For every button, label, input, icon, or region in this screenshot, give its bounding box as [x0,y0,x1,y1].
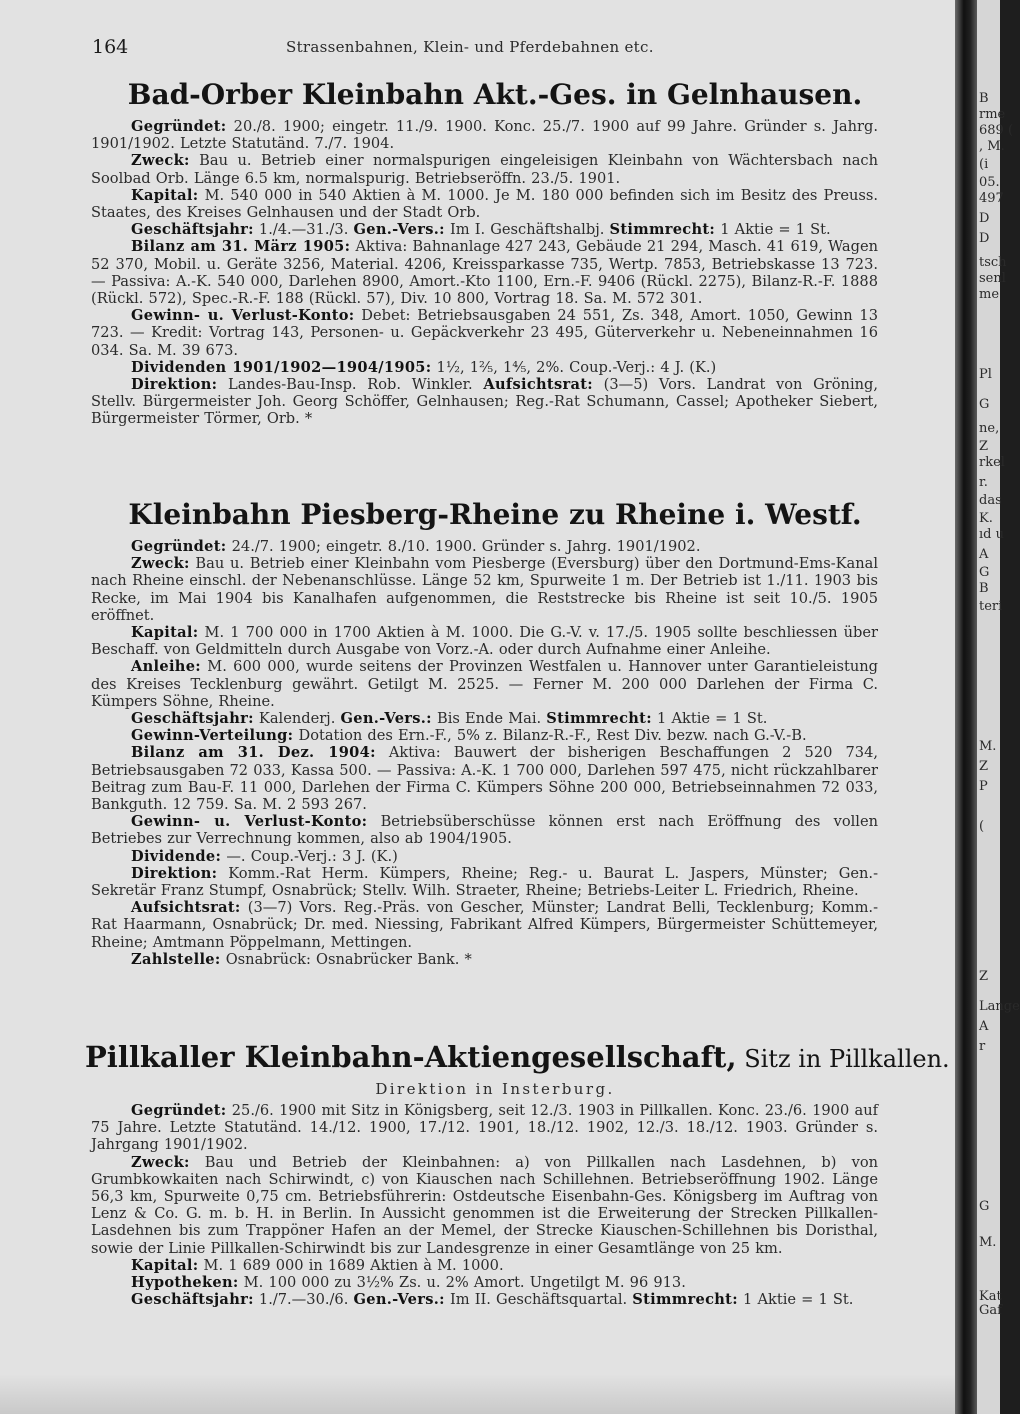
entry-kapital: Kapital: M. 540 000 in 540 Aktien à M. 1000. Je M. 180 000 befinden sich im Besitz des Preuss. Staates, des Kreises Gelnhausen und der Stadt Orb. [91,186,878,222]
adjacent-page-fragment: G [979,565,990,580]
adjacent-page-fragment: Gaf [979,1303,1002,1318]
running-title: Strassenbahnen, Klein- und Pferdebahnen etc. [286,38,654,56]
adjacent-page-fragment: D [979,231,990,246]
adjacent-page-fragment: M. [979,1235,997,1250]
entry-zweck: Zweck: Bau und Betrieb der Kleinbahnen: a) von Pillkallen nach Lasdehnen, b) von Grumbkowkaiten nach Schirwindt, c) von Kiauschen nach Schillehnen. Betriebseröffnung 1902. Länge 56,3 km, Spurweite 0,75 cm. Betriebsführerin: Ostdeutsche Eisenbahn-Ges. Königsberg im Auftrag von Lenz & Co. G. m. b. H. in Berlin. In Aussicht genommen ist die Erweiterung der Strecken Pillkallen-Lasdehnen bis zum Trappöner Hafen an der Memel, der Strecke Kiauschen-Schillehnen bis Doristhal, sowie der Linie Pillkallen-Schirwindt bis zur Landesgrenze in einer Gesamtlänge von 25 km. [91,1153,878,1257]
entry-direktion: Direktion: Komm.-Rat Herm. Kümpers, Rheine; Reg.- u. Baurat L. Jaspers, Münster; Gen.-Sekretär Franz Stumpf, Osnabrück; Stellv. Wilh. Straeter, Rheine; Betriebs-Leiter L. Friedrich, Rheine. [91,864,878,900]
adjacent-page-fragment: 05. [979,175,1000,190]
adjacent-page-fragment: Z [979,969,989,984]
entry-gegruendet: Gegründet: 20./8. 1900; eingetr. 11./9. 1900. Konc. 25./7. 1900 auf 99 Jahre. Gründer s. Jahrg. 1901/1902. Letzte Statutänd. 7./7. 1904. [91,118,878,153]
page-header [0,36,955,56]
entry-direktion: Direktion: Landes-Bau-Insp. Rob. Winkler. Aufsichtsrat: (3—5) Vors. Landrat von Gröning, Stellv. Bürgermeister Joh. Georg Schöffer, Gelnhausen; Reg.-Rat Schumann, Cassel; Apotheker Siebert, Bürgermeister Törmer, Orb. * [91,376,879,428]
adjacent-page-fragment: (i [979,157,989,172]
adjacent-page-fragment: K. [979,511,993,526]
adjacent-page-fragment: 689 ( [979,123,1014,138]
adjacent-page-fragment: rkel [979,455,1005,470]
adjacent-page-fragment: G [979,1199,990,1214]
adjacent-page-fragment: G [979,397,990,412]
adjacent-page-strip [977,0,1020,1414]
entry-gewinn-verlust: Gewinn- u. Verlust-Konto: Betriebsüberschüsse können erst nach Eröffnung des vollen Betriebes zur Verrechnung kommen, also ab 1904/1905. [91,813,878,848]
adjacent-page-fragment: ıd u [979,527,1004,542]
adjacent-page-fragment: tsch [979,255,1007,270]
entry-kapital: Kapital: M. 1 700 000 in 1700 Aktien à M. 1000. Die G.-V. v. 17./5. 1905 sollte beschliessen über Beschaff. von Geldmitteln durch Ausgabe von Vorz.-A. oder durch Aufnahme einer Anleihe. [91,624,878,659]
adjacent-page-fragment: Pl [979,367,992,382]
adjacent-page-fragment: D [979,211,990,226]
adjacent-page-fragment: , M. [979,139,1005,154]
adjacent-page-fragment: B [979,581,989,596]
section-body-piesberg-rheine [91,538,878,968]
entry-zahlstelle: Zahlstelle: Osnabrück: Osnabrücker Bank. * [131,950,472,968]
entry-geschaeftsjahr: Geschäftsjahr: 1./7.—30./6. Gen.-Vers.: Im II. Geschäftsquartal. Stimmrecht: 1 Aktie = 1 St. [131,1291,854,1309]
entry-gegruendet: Gegründet: 25./6. 1900 mit Sitz in Königsberg, seit 12./3. 1903 in Pillkallen. Konc. 23./6. 1900 auf 75 Jahre. Letzte Statutänd. 14./12. 1900, 17./12. 1901, 18./12. 1902, 12./3. 18./12. 1903. Gründer s. Jahrgang 1901/1902. [91,1102,878,1154]
entry-zweck: Zweck: Bau u. Betrieb einer normalspurigen eingeleisigen Kleinbahn von Wächtersbach nach Soolbad Orb. Länge 6.5 km, normalspurig. Betriebseröffn. 23./5. 1901. [91,152,878,187]
adjacent-page-fragment: B [979,91,989,106]
entry-gewinn-verlust: Gewinn- u. Verlust-Konto: Debet: Betriebsausgaben 24 551, Zs. 348, Amort. 1050, Gewinn 13 723. — Kredit: Vortrag 143, Personen- u. Gepäckverkehr 23 495, Güterverkehr u. Nebeneinnahmen 16 034. Sa. M. 39 673. [91,307,878,359]
adjacent-page-fragment: 497 [979,191,1004,206]
adjacent-page-fragment: P [979,779,988,794]
adjacent-page-fragment: A [979,1019,989,1034]
adjacent-page-fragment: das [979,493,1002,508]
adjacent-page-fragment: Kat [979,1289,1002,1304]
entry-zweck: Zweck: Bau u. Betrieb einer Kleinbahn vom Piesberge (Eversburg) über den Dortmund-Ems-Kanal nach Rheine einschl. der Nebenanschlüsse. Länge 52 km, Spurweite 1 m. Der Betrieb ist 1./11. 1903 bis Recke, im Mai 1904 bis Kanalhafen aufgenommen, die Reststrecke bis Rheine ist seit 10./5. 1905 eröffnet. [91,555,878,624]
adjacent-page-fragment: ne, [979,421,1000,436]
adjacent-page-fragment: Lange [979,999,1020,1014]
section-body-bad-orber [91,118,878,428]
section-body-pillkaller [91,1102,878,1308]
adjacent-page-fragment: senl [979,271,1006,286]
section-title-bad-orber: Bad-Orber Kleinbahn Akt.-Ges. in Gelnhausen. [127,78,863,111]
adjacent-page-fragment: Z [979,439,989,454]
adjacent-page-fragment: me [979,287,1000,302]
entry-aufsichtsrat: Aufsichtsrat: (3—7) Vors. Reg.-Präs. von Gescher, Münster; Landrat Belli, Tecklenburg; Komm.-Rat Haarmann, Osnabrück; Dr. med. Niessing, Fabrikant Alfred Kümpers, Bürgermeister Schüttemeyer, Rheine; Amtmann Pöppelmann, Mettingen. [91,899,878,951]
entry-bilanz: Bilanz am 31. Dez. 1904: Aktiva: Bauwert der bisherigen Beschaffungen 2 520 734, Betriebsausgaben 72 033, Kassa 500. — Passiva: A.-K. 1 700 000, Darlehen 597 475, nicht rückzahlbarer Beitrag zum Bau-F. 11 000, Darlehen der Firma C. Kümpers Söhne 200 000, Betriebseinnahmen 72 033, Bankguth. 12 759. Sa. M. 2 593 267. [91,744,878,814]
adjacent-page-fragment: teri [979,599,1003,614]
adjacent-page-fragment: Z [979,759,989,774]
adjacent-page-fragment: M. [979,739,997,754]
page-number: 164 [92,36,129,58]
entry-gewinn-verteilung: Gewinn-Verteilung: Dotation des Ern.-F., 5% z. Bilanz-R.-F., Rest Div. bezw. nach G.-V.-B. [131,727,807,745]
entry-anleihe: Anleihe: M. 600 000, wurde seitens der Provinzen Westfalen u. Hannover unter Garantieleistung des Kreises Tecklenburg gewährt. Getilgt M. 2525. — Ferner M. 200 000 Darlehen der Firma C. Kümpers Söhne, Rheine. [91,658,878,710]
adjacent-page-fragment: rme [979,107,1006,122]
entry-kapital: Kapital: M. 1 689 000 in 1689 Aktien à M. 1000. [131,1256,504,1274]
book-gutter [955,0,977,1414]
section-subline-pillkaller: Direktion in Insterburg. [375,1080,615,1098]
entry-hypotheken: Hypotheken: M. 100 000 zu 3½% Zs. u. 2% Amort. Ungetilgt M. 96 913. [131,1274,686,1292]
entry-bilanz: Bilanz am 31. März 1905: Aktiva: Bahnanlage 427 243, Gebäude 21 294, Masch. 41 619, Wagen 52 370, Mobil. u. Geräte 3256, Material. 4206, Kreissparkasse 735, Wertp. 7853, Betriebskasse 13 723. — Passiva: A.-K. 540 000, Darlehen 8900, Amort.-Kto 1100, Ern.-F. 9406 (Rückl. 2275), Bilanz-R.-F. 1888 (Rückl. 572), Spec.-R.-F. 188 (Rückl. 57), Div. 10 800, Vortrag 18. Sa. M. 572 301. [91,238,878,308]
section-title-pillkaller: Pillkaller Kleinbahn-Aktiengesellschaft, Sitz in Pillkallen. [85,1040,950,1074]
adjacent-page-fragment: A [979,547,989,562]
adjacent-page-fragment: r. [979,475,988,490]
entry-dividende: Dividende: —. Coup.-Verj.: 3 J. (K.) [131,847,398,865]
entry-geschaeftsjahr: Geschäftsjahr: Kalenderj. Gen.-Vers.: Bis Ende Mai. Stimmrecht: 1 Aktie = 1 St. [131,710,768,728]
section-title-piesberg-rheine: Kleinbahn Piesberg-Rheine zu Rheine i. Westf. [128,498,862,531]
entry-geschaeftsjahr: Geschäftsjahr: 1./4.—31./3. Gen.-Vers.: Im I. Geschäftshalbj. Stimmrecht: 1 Aktie = 1 St. [131,221,831,239]
adjacent-page-fragment: ( [979,819,985,834]
entry-dividenden: Dividenden 1901/1902—1904/1905: 1½, 1⅖, 1⅘, 2%. Coup.-Verj.: 4 J. (K.) [131,358,717,376]
entry-gegruendet: Gegründet: 24./7. 1900; eingetr. 8./10. 1900. Gründer s. Jahrg. 1901/1902. [131,538,701,555]
adjacent-page-fragment: r [979,1039,986,1054]
